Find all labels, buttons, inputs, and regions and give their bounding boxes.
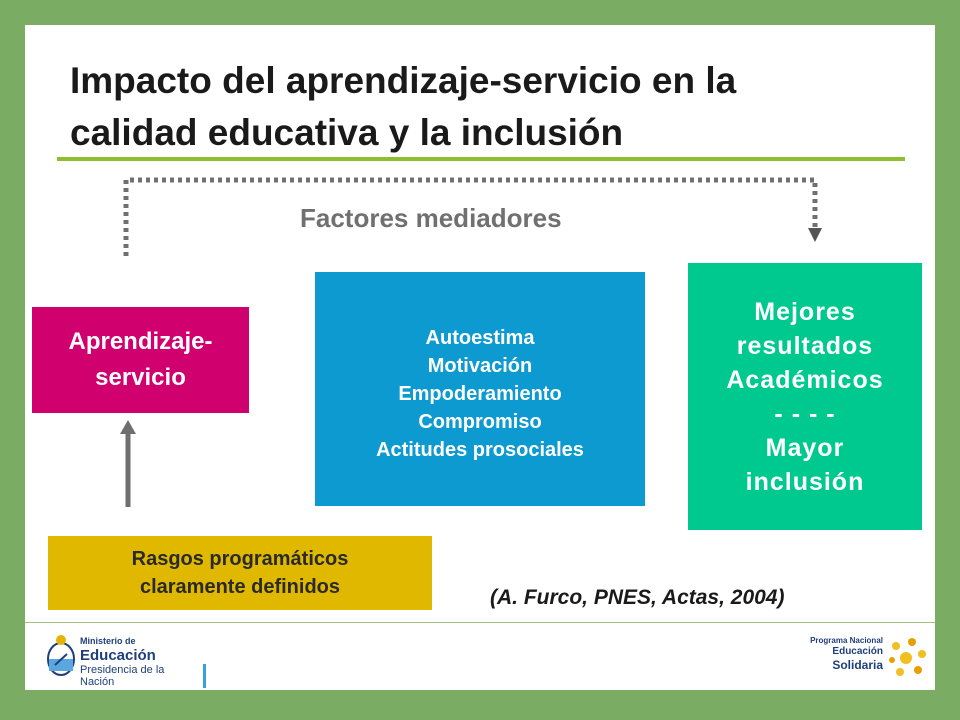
- outcome-line: resultados: [736, 331, 874, 360]
- outcomes-box: [688, 263, 922, 530]
- program-traits-box: [48, 536, 432, 610]
- outcome-line: Mayor: [765, 433, 845, 462]
- box-line: Rasgos programáticos: [131, 548, 349, 570]
- outcomes-text: [726, 295, 883, 499]
- programa-solidaria: Solidaria: [832, 658, 883, 672]
- educacion-label: Educación: [80, 647, 156, 664]
- mediating-factors-box: [315, 272, 645, 506]
- aprendizaje-servicio-box: [32, 307, 249, 413]
- program-traits-text: [132, 545, 349, 601]
- factor-item: Motivación: [427, 355, 533, 377]
- factor-item: Actitudes prosociales: [376, 439, 584, 461]
- slide-title: Impacto del aprendizaje-servicio en la calidad educativa y la inclusión: [70, 60, 737, 153]
- mediating-factors-list: [376, 324, 584, 464]
- outcome-line: - - - -: [774, 399, 836, 428]
- box-line: servicio: [95, 364, 186, 391]
- solidaria-sun-icon: [886, 634, 930, 680]
- ministerio-logo: [46, 630, 206, 686]
- outcome-line: Académicos: [726, 365, 884, 394]
- box-line: claramente definidos: [139, 576, 341, 598]
- factor-item: Compromiso: [418, 411, 542, 433]
- factor-item: Autoestima: [425, 327, 535, 349]
- citation: (A. Furco, PNES, Actas, 2004): [490, 586, 785, 609]
- ministerio-label: Ministerio de: [80, 636, 136, 646]
- programa-logo: [806, 634, 930, 684]
- outcome-line: Mejores: [754, 297, 856, 326]
- programa-text: [806, 636, 883, 672]
- footer-divider: [25, 622, 935, 623]
- aprendizaje-servicio-text: [68, 324, 212, 396]
- upward-arrowhead: [120, 420, 136, 434]
- argentina-crest-icon: [46, 632, 76, 682]
- factor-item: Empoderamiento: [398, 383, 562, 405]
- presidencia-label: Presidencia de la Nación: [80, 664, 206, 688]
- mediators-label: Factores mediadores: [300, 203, 562, 233]
- box-line: Aprendizaje-: [68, 328, 213, 355]
- programa-label: Programa Nacional: [810, 636, 883, 645]
- outcome-line: inclusión: [745, 467, 865, 496]
- programa-educacion: Educación: [832, 646, 883, 657]
- connector-arrowhead: [808, 228, 822, 242]
